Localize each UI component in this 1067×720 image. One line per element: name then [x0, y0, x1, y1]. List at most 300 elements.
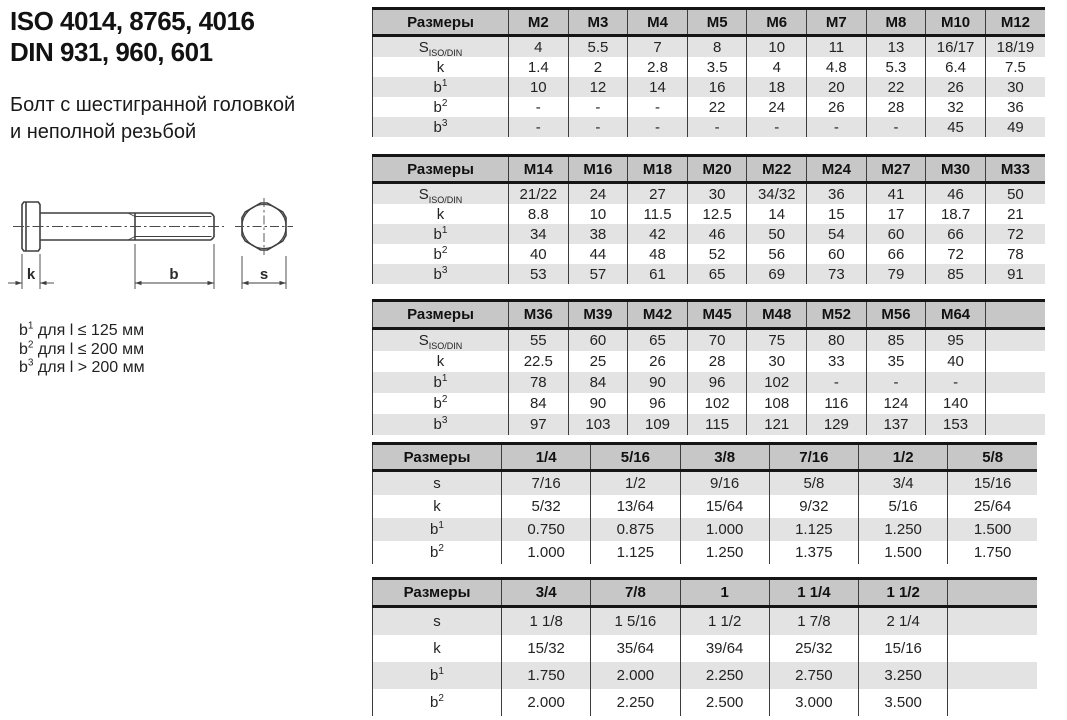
value-cell: 85 — [866, 329, 926, 352]
value-cell-empty — [985, 351, 1045, 372]
value-cell: 60 — [866, 224, 926, 244]
column-header-empty — [985, 301, 1045, 329]
header-row — [373, 9, 1046, 36]
column-header: M36 — [509, 301, 569, 329]
row-label: $b^2$ — [373, 541, 502, 564]
value-cell: 50 — [985, 183, 1045, 205]
value-cell: 80 — [807, 329, 867, 352]
value-cell: 42 — [628, 224, 688, 244]
value-cell: 36 — [807, 183, 867, 205]
value-cell: 61 — [628, 264, 688, 284]
table-row — [373, 183, 1046, 205]
arrow-icon — [208, 281, 215, 285]
value-cell: 84 — [509, 393, 569, 414]
value-cell: 34 — [509, 224, 569, 244]
value-cell: - — [687, 117, 747, 137]
dimensions-table-metric-m36-m64 — [372, 299, 1045, 435]
value-cell: - — [509, 97, 569, 117]
value-cell: 5.3 — [866, 57, 926, 77]
value-cell: 45 — [926, 117, 986, 137]
row-label: $b^3$ — [373, 117, 509, 137]
value-cell: 75 — [747, 329, 807, 352]
value-cell: 22.5 — [509, 351, 569, 372]
dim-label-k: k — [26, 266, 36, 283]
column-header: M48 — [747, 301, 807, 329]
value-cell: 102 — [687, 393, 747, 414]
value-cell: 44 — [568, 244, 628, 264]
row-label: $b^1$ — [373, 224, 509, 244]
value-cell: 0.875 — [591, 518, 680, 541]
value-cell: 2.250 — [591, 689, 680, 716]
value-cell: 11.5 — [628, 204, 688, 224]
table-row — [373, 351, 1046, 372]
value-cell: 109 — [628, 414, 688, 435]
value-cell: 41 — [866, 183, 926, 205]
value-cell: 40 — [926, 351, 986, 372]
value-cell: 33 — [807, 351, 867, 372]
column-header: 1 1/2 — [859, 579, 948, 607]
table-row — [373, 471, 1038, 496]
note-b2: $b^2$ для l ≤ 200 мм — [19, 339, 145, 358]
value-cell: 2 — [568, 57, 628, 77]
value-cell: 35 — [866, 351, 926, 372]
column-header: M20 — [687, 156, 747, 183]
table-row — [373, 495, 1038, 518]
value-cell: 40 — [509, 244, 569, 264]
row-label: k — [373, 495, 502, 518]
value-cell: 3/4 — [859, 471, 948, 496]
row-label: s — [373, 471, 502, 496]
column-header: M12 — [985, 9, 1045, 36]
row-label: $b^1$ — [373, 372, 509, 393]
value-cell: 1.250 — [680, 541, 769, 564]
value-cell-empty — [948, 607, 1037, 636]
value-cell: 15/32 — [502, 635, 591, 662]
value-cell: 30 — [747, 351, 807, 372]
column-header: 7/16 — [769, 444, 858, 471]
table-row — [373, 689, 1038, 716]
value-cell: 15/16 — [948, 471, 1037, 496]
note-b3: $b^3$ для l > 200 мм — [19, 357, 145, 376]
value-cell: 26 — [807, 97, 867, 117]
value-cell: 5/8 — [769, 471, 858, 496]
value-cell: 115 — [687, 414, 747, 435]
table-row — [373, 329, 1046, 352]
column-header: M8 — [866, 9, 926, 36]
value-cell: 7/16 — [502, 471, 591, 496]
value-cell: 53 — [509, 264, 569, 284]
arrow-icon — [16, 281, 23, 285]
value-cell: 9/16 — [680, 471, 769, 496]
dimensions-table-metric-m14-m33 — [372, 154, 1045, 284]
value-cell: 1.000 — [502, 541, 591, 564]
value-cell: 15/16 — [859, 635, 948, 662]
value-cell: 1.250 — [859, 518, 948, 541]
column-header: 1 1/4 — [769, 579, 858, 607]
value-cell: 35/64 — [591, 635, 680, 662]
value-cell: 79 — [866, 264, 926, 284]
value-cell: 1.750 — [502, 662, 591, 689]
value-cell: 57 — [568, 264, 628, 284]
hex-end-view — [235, 198, 293, 255]
row-label-header: Размеры — [373, 9, 509, 36]
row-label-header: Размеры — [373, 156, 509, 183]
value-cell: 2.500 — [680, 689, 769, 716]
value-cell: 18 — [747, 77, 807, 97]
row-label: k — [373, 204, 509, 224]
column-header: M2 — [509, 9, 569, 36]
header-row — [373, 579, 1038, 607]
value-cell: 65 — [687, 264, 747, 284]
value-cell: 5/32 — [502, 495, 591, 518]
value-cell: 49 — [985, 117, 1045, 137]
value-cell: 1 5/16 — [591, 607, 680, 636]
value-cell: 103 — [568, 414, 628, 435]
value-cell: 72 — [985, 224, 1045, 244]
table-row — [373, 77, 1046, 97]
value-cell: - — [866, 117, 926, 137]
column-header: M45 — [687, 301, 747, 329]
column-header: M10 — [926, 9, 986, 36]
value-cell-empty — [985, 393, 1045, 414]
value-cell: 48 — [628, 244, 688, 264]
column-header: M6 — [747, 9, 807, 36]
value-cell: 32 — [926, 97, 986, 117]
arrow-icon — [40, 281, 47, 285]
header-row — [373, 444, 1038, 471]
table-row — [373, 541, 1038, 564]
value-cell: 3.500 — [859, 689, 948, 716]
value-cell: 28 — [687, 351, 747, 372]
value-cell: 25/64 — [948, 495, 1037, 518]
value-cell: 121 — [747, 414, 807, 435]
value-cell: 5.5 — [568, 36, 628, 58]
value-cell: 5/16 — [859, 495, 948, 518]
value-cell: 39/64 — [680, 635, 769, 662]
value-cell: 1.500 — [859, 541, 948, 564]
table-row — [373, 117, 1046, 137]
value-cell: - — [568, 97, 628, 117]
subtitle-line-2: и неполной резьбой — [10, 121, 197, 143]
value-cell: 36 — [985, 97, 1045, 117]
value-cell: 22 — [687, 97, 747, 117]
value-cell: - — [628, 117, 688, 137]
value-cell: 34/32 — [747, 183, 807, 205]
row-label: $b^2$ — [373, 689, 502, 716]
value-cell: 25 — [568, 351, 628, 372]
value-cell: 108 — [747, 393, 807, 414]
value-cell: 116 — [807, 393, 867, 414]
row-label-header: Размеры — [373, 444, 502, 471]
value-cell: 24 — [568, 183, 628, 205]
table-row — [373, 414, 1046, 435]
value-cell: 97 — [509, 414, 569, 435]
value-cell: 8 — [687, 36, 747, 58]
value-cell: 14 — [628, 77, 688, 97]
title-din-line: DIN 931, 960, 601 — [10, 37, 213, 67]
value-cell: 12.5 — [687, 204, 747, 224]
value-cell: 55 — [509, 329, 569, 352]
value-cell: 20 — [807, 77, 867, 97]
value-cell: 66 — [866, 244, 926, 264]
row-label: $b^1$ — [373, 662, 502, 689]
value-cell: 96 — [687, 372, 747, 393]
value-cell: 102 — [747, 372, 807, 393]
value-cell: 1.4 — [509, 57, 569, 77]
column-header: M64 — [926, 301, 986, 329]
table-row — [373, 57, 1046, 77]
column-header: 3/4 — [502, 579, 591, 607]
column-header: 1/4 — [502, 444, 591, 471]
value-cell: - — [926, 372, 986, 393]
row-label-header: Размеры — [373, 301, 509, 329]
value-cell: 12 — [568, 77, 628, 97]
value-cell: - — [509, 117, 569, 137]
column-header: M18 — [628, 156, 688, 183]
value-cell: 54 — [807, 224, 867, 244]
value-cell: 2.000 — [502, 689, 591, 716]
row-label: $S_{ISO/DIN}$ — [373, 329, 509, 352]
column-header: 1 — [680, 579, 769, 607]
row-label: $b^2$ — [373, 244, 509, 264]
column-header: M33 — [985, 156, 1045, 183]
value-cell: 84 — [568, 372, 628, 393]
value-cell: 73 — [807, 264, 867, 284]
value-cell: 26 — [628, 351, 688, 372]
value-cell: 85 — [926, 264, 986, 284]
column-header: M7 — [807, 9, 867, 36]
dim-label-b: b — [169, 266, 179, 283]
value-cell-empty — [985, 372, 1045, 393]
page-subtitle — [10, 92, 295, 146]
column-header: M16 — [568, 156, 628, 183]
value-cell: 4.8 — [807, 57, 867, 77]
subtitle-line-1: Болт с шестигранной головкой — [10, 94, 296, 116]
note-b1: $b^1$ для l ≤ 125 мм — [19, 320, 145, 339]
value-cell: 137 — [866, 414, 926, 435]
value-cell: 1.125 — [769, 518, 858, 541]
column-header: M4 — [628, 9, 688, 36]
row-label: s — [373, 607, 502, 636]
value-cell-empty — [985, 414, 1045, 435]
row-label: $b^1$ — [373, 518, 502, 541]
value-cell-empty — [985, 329, 1045, 352]
value-cell: 66 — [926, 224, 986, 244]
value-cell: 3.250 — [859, 662, 948, 689]
value-cell: 7 — [628, 36, 688, 58]
value-cell: 10 — [747, 36, 807, 58]
value-cell: 30 — [985, 77, 1045, 97]
column-header: 1/2 — [859, 444, 948, 471]
value-cell: 28 — [866, 97, 926, 117]
column-header: 5/8 — [948, 444, 1037, 471]
value-cell: 21/22 — [509, 183, 569, 205]
value-cell: 21 — [985, 204, 1045, 224]
value-cell: 2.250 — [680, 662, 769, 689]
table-row — [373, 662, 1038, 689]
value-cell: 1.500 — [948, 518, 1037, 541]
value-cell: 13 — [866, 36, 926, 58]
row-label: k — [373, 351, 509, 372]
value-cell: 52 — [687, 244, 747, 264]
value-cell: 2.750 — [769, 662, 858, 689]
value-cell-empty — [948, 662, 1037, 689]
value-cell: 78 — [509, 372, 569, 393]
row-label: $b^3$ — [373, 414, 509, 435]
column-header: M5 — [687, 9, 747, 36]
value-cell: 2.8 — [628, 57, 688, 77]
row-label: $b^2$ — [373, 393, 509, 414]
value-cell: 1 1/2 — [680, 607, 769, 636]
column-header: M52 — [807, 301, 867, 329]
value-cell: - — [807, 117, 867, 137]
value-cell: - — [807, 372, 867, 393]
column-header-empty — [948, 579, 1037, 607]
table-row — [373, 97, 1046, 117]
arrow-icon — [135, 281, 142, 285]
value-cell: 4 — [747, 57, 807, 77]
value-cell: 90 — [628, 372, 688, 393]
table-row — [373, 372, 1046, 393]
value-cell: 1 1/8 — [502, 607, 591, 636]
row-label: $S_{ISO/DIN}$ — [373, 183, 509, 205]
value-cell: 11 — [807, 36, 867, 58]
value-cell: 70 — [687, 329, 747, 352]
value-cell: 1.000 — [680, 518, 769, 541]
value-cell: 91 — [985, 264, 1045, 284]
value-cell: 50 — [747, 224, 807, 244]
value-cell: 27 — [628, 183, 688, 205]
value-cell: 26 — [926, 77, 986, 97]
row-label-header: Размеры — [373, 579, 502, 607]
column-header: M24 — [807, 156, 867, 183]
value-cell: 2 1/4 — [859, 607, 948, 636]
table-row — [373, 244, 1046, 264]
header-row — [373, 301, 1046, 329]
value-cell: 25/32 — [769, 635, 858, 662]
arrow-icon — [242, 281, 249, 285]
value-cell: 4 — [509, 36, 569, 58]
value-cell: 13/64 — [591, 495, 680, 518]
value-cell: 30 — [687, 183, 747, 205]
value-cell: 16/17 — [926, 36, 986, 58]
value-cell: 56 — [747, 244, 807, 264]
dimensions-table-inch-large — [372, 577, 1037, 716]
value-cell: 24 — [747, 97, 807, 117]
row-label: k — [373, 57, 509, 77]
table-row — [373, 393, 1046, 414]
column-header: M3 — [568, 9, 628, 36]
value-cell: 140 — [926, 393, 986, 414]
value-cell: 2.000 — [591, 662, 680, 689]
value-cell: 15/64 — [680, 495, 769, 518]
column-header: M27 — [866, 156, 926, 183]
value-cell: 1.750 — [948, 541, 1037, 564]
dimensions-table-inch-small — [372, 442, 1037, 564]
dim-label-s: s — [259, 266, 269, 283]
value-cell: 60 — [568, 329, 628, 352]
value-cell: 16 — [687, 77, 747, 97]
column-header: M56 — [866, 301, 926, 329]
value-cell: 1.125 — [591, 541, 680, 564]
table-row — [373, 224, 1046, 244]
value-cell: 8.8 — [509, 204, 569, 224]
bolt-drawing — [2, 190, 312, 325]
value-cell: - — [568, 117, 628, 137]
column-header: M14 — [509, 156, 569, 183]
value-cell: - — [866, 372, 926, 393]
value-cell: 15 — [807, 204, 867, 224]
value-cell: 10 — [568, 204, 628, 224]
row-label: $b^3$ — [373, 264, 509, 284]
column-header: M22 — [747, 156, 807, 183]
value-cell: 6.4 — [926, 57, 986, 77]
drawing-notes — [19, 322, 145, 378]
value-cell: 124 — [866, 393, 926, 414]
value-cell: 153 — [926, 414, 986, 435]
value-cell: 3.5 — [687, 57, 747, 77]
value-cell: 3.000 — [769, 689, 858, 716]
column-header: M30 — [926, 156, 986, 183]
table-row — [373, 518, 1038, 541]
column-header: 3/8 — [680, 444, 769, 471]
table-row — [373, 36, 1046, 58]
table-row — [373, 635, 1038, 662]
value-cell: 7.5 — [985, 57, 1045, 77]
value-cell: 46 — [687, 224, 747, 244]
value-cell: 69 — [747, 264, 807, 284]
value-cell: 46 — [926, 183, 986, 205]
value-cell: 22 — [866, 77, 926, 97]
value-cell: 1/2 — [591, 471, 680, 496]
column-header: M39 — [568, 301, 628, 329]
value-cell: 9/32 — [769, 495, 858, 518]
value-cell: 95 — [926, 329, 986, 352]
column-header: 5/16 — [591, 444, 680, 471]
value-cell: 129 — [807, 414, 867, 435]
row-label: $b^2$ — [373, 97, 509, 117]
value-cell-empty — [948, 635, 1037, 662]
value-cell: 14 — [747, 204, 807, 224]
value-cell: 17 — [866, 204, 926, 224]
column-header: 7/8 — [591, 579, 680, 607]
value-cell-empty — [948, 689, 1037, 716]
dimensions-table-metric-m2-m12 — [372, 7, 1045, 137]
value-cell: 96 — [628, 393, 688, 414]
row-label: $b^1$ — [373, 77, 509, 97]
value-cell: 1 7/8 — [769, 607, 858, 636]
value-cell: 38 — [568, 224, 628, 244]
value-cell: 10 — [509, 77, 569, 97]
value-cell: 72 — [926, 244, 986, 264]
value-cell: 18.7 — [926, 204, 986, 224]
page-title — [10, 6, 254, 68]
value-cell: - — [747, 117, 807, 137]
table-row — [373, 204, 1046, 224]
table-row — [373, 607, 1038, 636]
arrow-icon — [280, 281, 287, 285]
row-label: k — [373, 635, 502, 662]
value-cell: 90 — [568, 393, 628, 414]
title-iso-line: ISO 4014, 8765, 4016 — [10, 6, 255, 36]
value-cell: 60 — [807, 244, 867, 264]
value-cell: 65 — [628, 329, 688, 352]
hex-centerlines — [235, 198, 293, 255]
value-cell: 0.750 — [502, 518, 591, 541]
table-row — [373, 264, 1046, 284]
value-cell: 1.375 — [769, 541, 858, 564]
value-cell: 18/19 — [985, 36, 1045, 58]
